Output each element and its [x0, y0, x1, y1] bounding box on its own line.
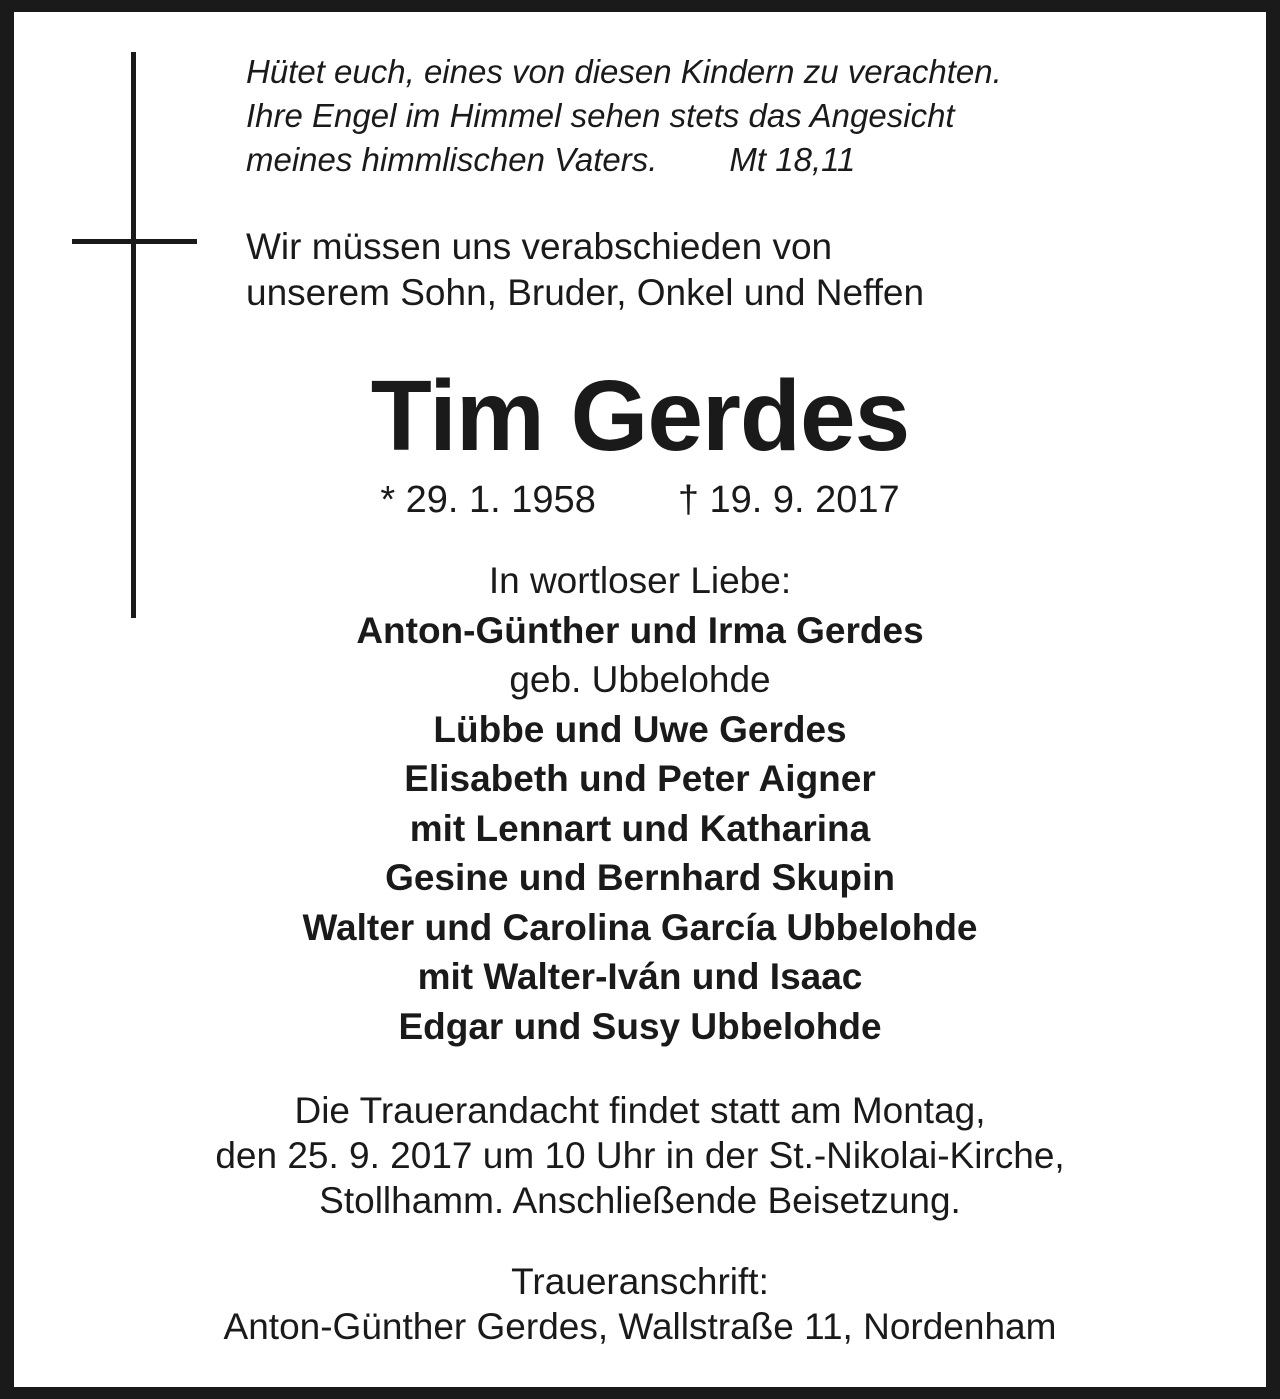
mourner-line: Walter und Carolina García Ubbelohde: [302, 906, 978, 948]
mourner-line: Anton-Günther und Irma Gerdes: [356, 609, 924, 651]
address-value: Anton-Günther Gerdes, Wallstraße 11, Nordenham: [223, 1306, 1057, 1347]
mourner-line: Lübbe und Uwe Gerdes: [433, 708, 847, 750]
service-line-3: Stollhamm. Anschließende Beisetzung.: [319, 1180, 961, 1221]
mourners-intro: In wortloser Liebe:: [488, 560, 792, 601]
mourner-line: Gesine und Bernhard Skupin: [385, 857, 895, 898]
cross-icon-vertical-bar: [131, 52, 136, 618]
service-info: [0, 1088, 1280, 1223]
cross-icon-horizontal-bar: [72, 239, 197, 244]
farewell-line-2: unserem Sohn, Bruder, Onkel und Neffen: [246, 272, 925, 313]
mourner-line: mit Lennart und Katharina: [409, 807, 871, 849]
birth-date: * 29. 1. 1958: [380, 479, 596, 521]
mourner-line: Elisabeth und Peter Aigner: [404, 758, 876, 799]
mourner-line: geb. Ubbelohde: [509, 659, 771, 700]
verse-reference: Mt 18,11: [729, 141, 856, 178]
address-label: Traueranschrift:: [511, 1261, 769, 1302]
service-line-2: den 25. 9. 2017 um 10 Uhr in der St.-Nikolai-Kirche,: [215, 1135, 1065, 1176]
mourning-address: [0, 1259, 1280, 1349]
bible-verse: [246, 50, 1206, 182]
death-date: † 19. 9. 2017: [677, 479, 900, 521]
verse-line-3: [246, 138, 1206, 182]
life-dates: [0, 476, 1280, 524]
farewell-text: [246, 224, 1206, 316]
verse-line-3-text: meines himmlischen Vaters.: [246, 141, 658, 178]
verse-line-2: Ihre Engel im Himmel sehen stets das Angesicht: [246, 97, 955, 134]
service-line-1: Die Trauerandacht findet statt am Montag,: [294, 1090, 986, 1131]
deceased-name: Tim Gerdes: [370, 360, 910, 472]
farewell-line-1: Wir müssen uns verabschieden von: [246, 226, 833, 267]
mourner-line: mit Walter-Iván und Isaac: [417, 956, 863, 997]
mourner-line: Edgar und Susy Ubbelohde: [398, 1005, 882, 1047]
verse-line-1: Hütet euch, eines von diesen Kindern zu verachten.: [246, 53, 1002, 90]
mourners-list: [0, 556, 1280, 1051]
